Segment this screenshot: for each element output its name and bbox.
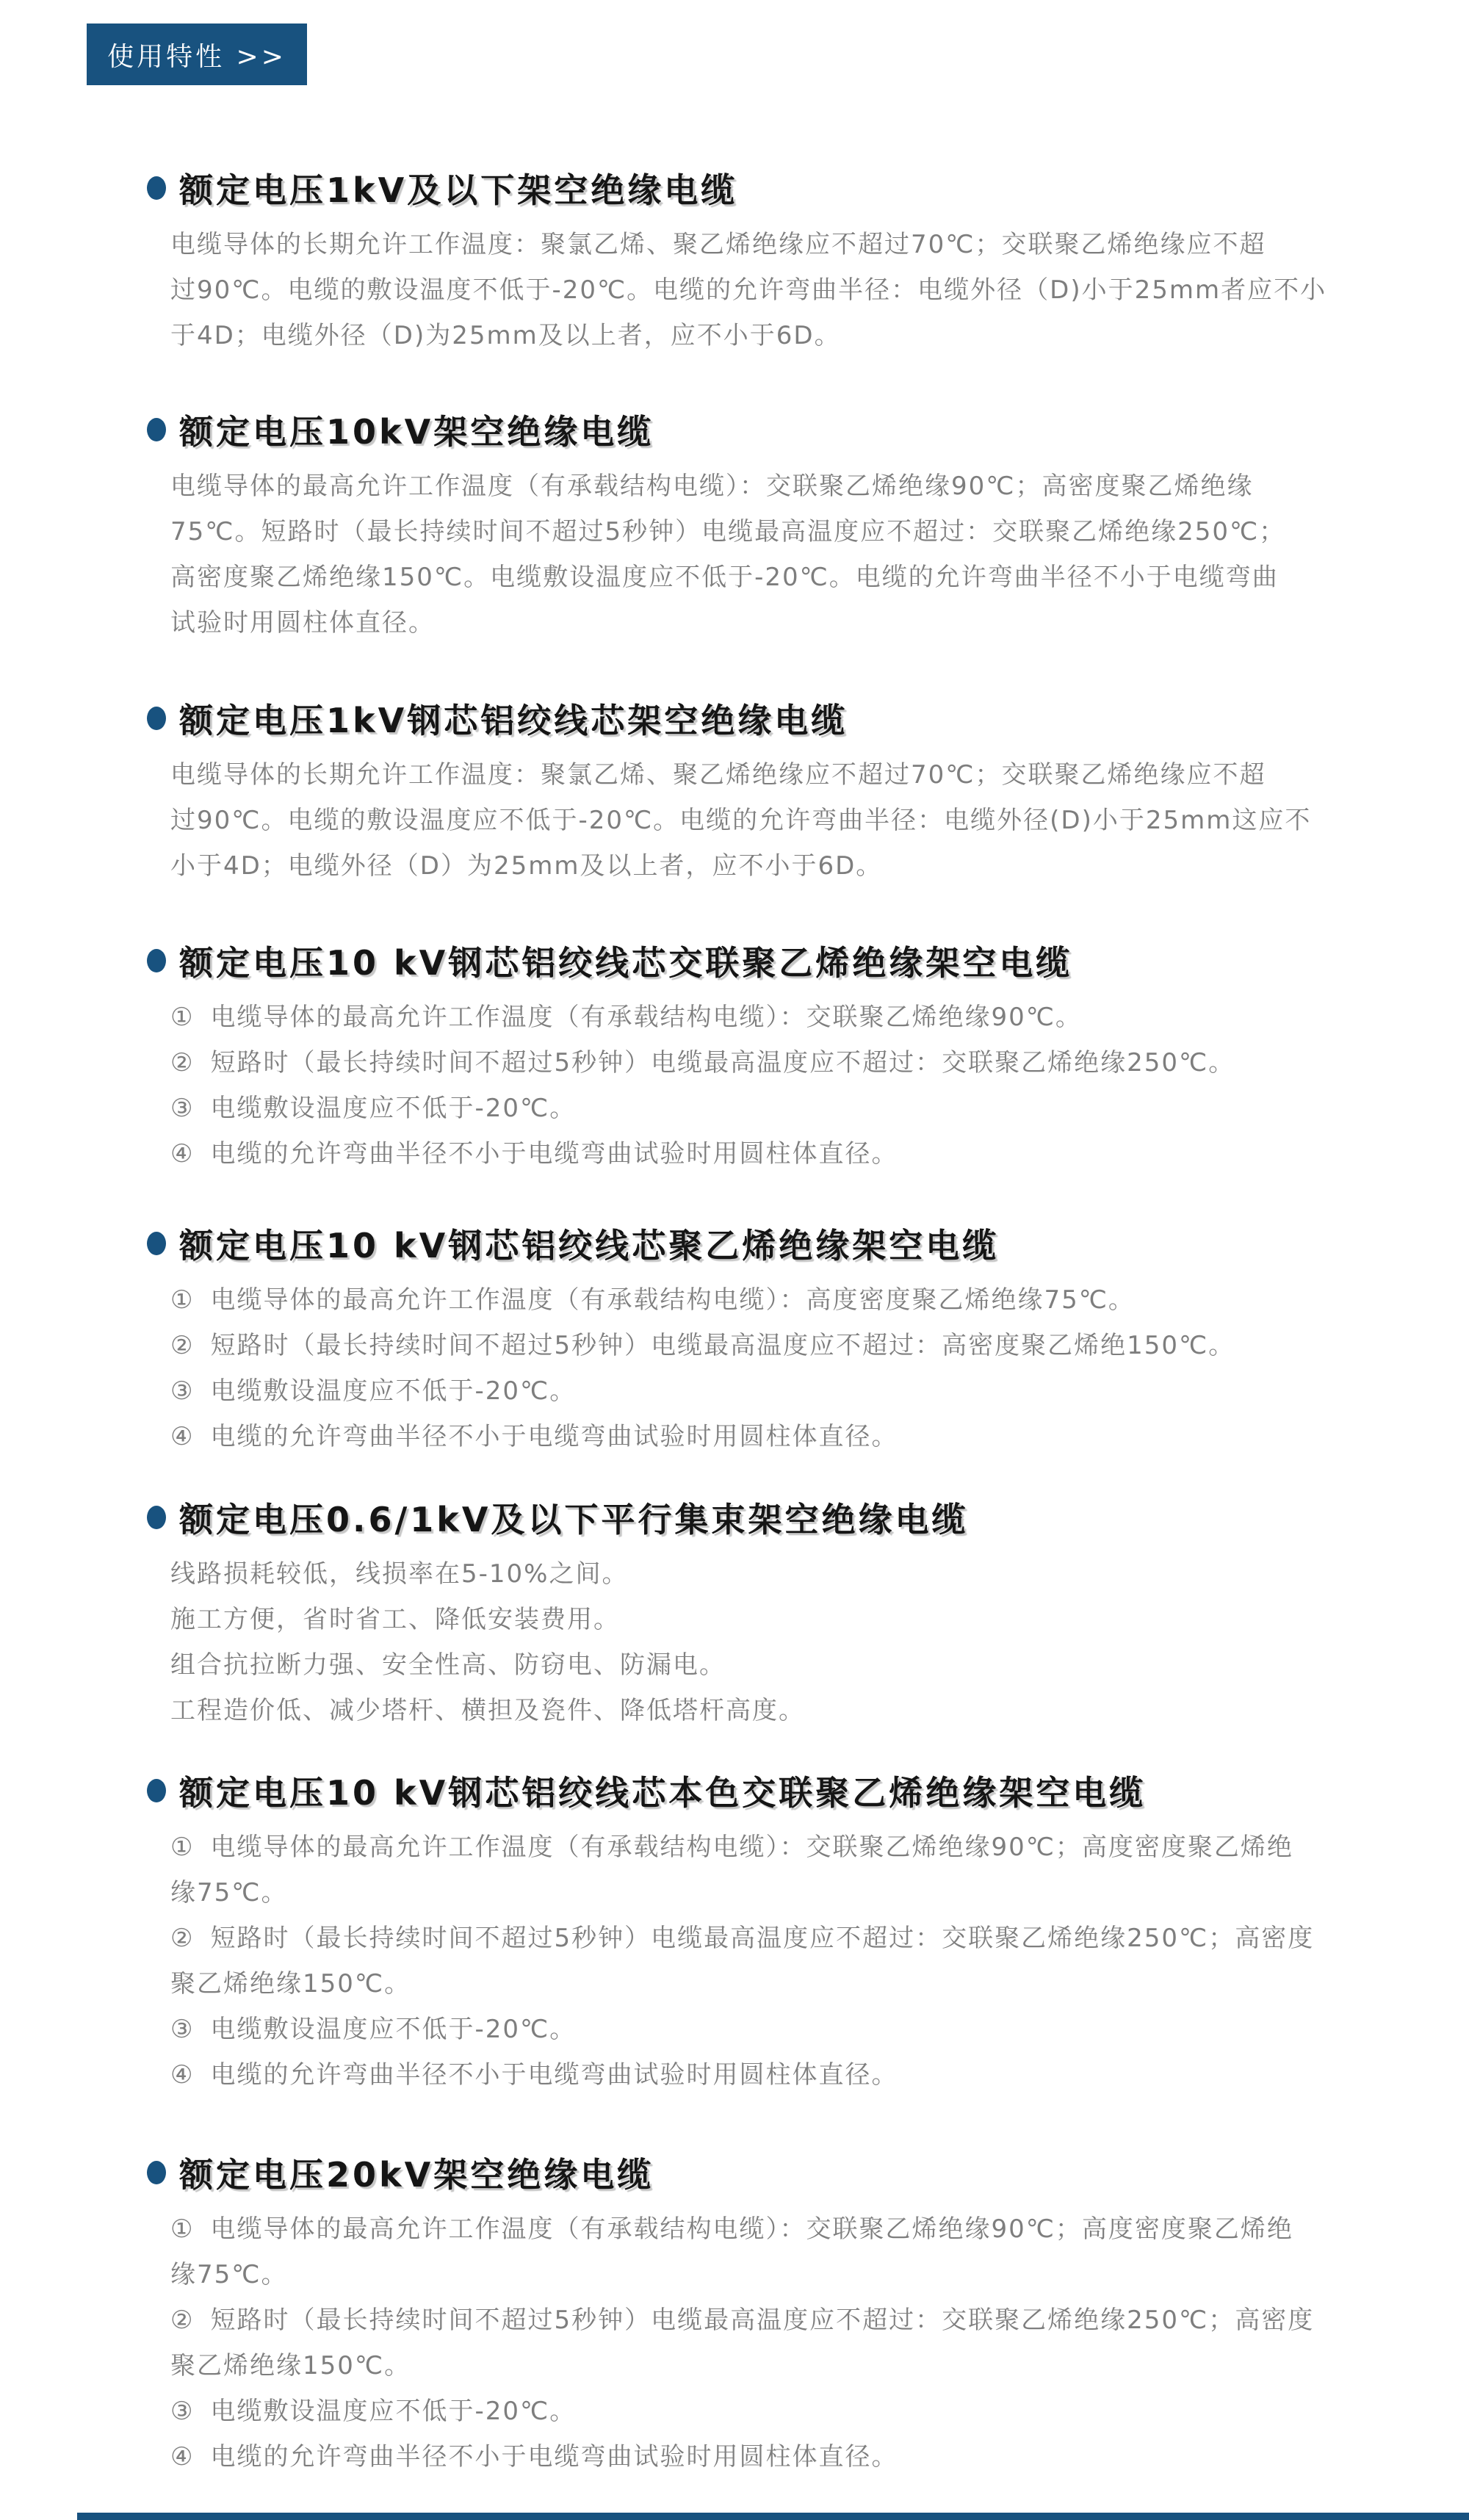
section-heading-row [147, 1770, 1344, 1811]
section-title: 额定电压0.6/1kV及以下平行集束架空绝缘电缆 [179, 1500, 969, 1539]
item-line [170, 2297, 1344, 2343]
item-number-icon: ② [170, 2306, 195, 2335]
section-heading-row [147, 698, 1344, 739]
list-item [170, 1131, 1344, 1177]
list-item [170, 1040, 1344, 1086]
item-continuation-line: 聚乙烯绝缘150℃。 [170, 1969, 411, 1999]
section-6 [147, 1497, 1344, 1733]
item-line [170, 2206, 1344, 2252]
section-title: 额定电压10kV架空绝缘电缆 [179, 412, 654, 452]
section-title: 额定电压20kV架空绝缘电缆 [179, 2155, 654, 2195]
item-text: 电缆导体的最高允许工作温度（有承载结构电缆）：交联聚乙烯绝缘90℃；高度密度聚乙烯绝 [210, 1833, 1293, 1862]
section-body [170, 1551, 1344, 1733]
item-number-icon: ② [170, 1331, 195, 1360]
item-text: 短路时（最长持续时间不超过5秒钟）电缆最高温度应不超过：高密度聚乙烯绝150℃。 [210, 1331, 1235, 1360]
item-number-icon: ② [170, 1924, 195, 1953]
item-text: 电缆的允许弯曲半径不小于电缆弯曲试验时用圆柱体直径。 [210, 2060, 898, 2090]
list-item [170, 2389, 1344, 2434]
section-heading-row [147, 1497, 1344, 1538]
item-number-icon: ③ [170, 2397, 195, 2426]
section-heading-row [147, 940, 1344, 981]
item-text: 电缆的允许弯曲半径不小于电缆弯曲试验时用圆柱体直径。 [210, 1139, 898, 1169]
list-item [170, 2206, 1344, 2297]
item-line [170, 2434, 1344, 2480]
bullet-icon [147, 1779, 166, 1802]
item-line [170, 994, 1344, 1040]
item-continuation-line: 缘75℃。 [170, 1878, 288, 1907]
section-5 [147, 1223, 1344, 1459]
list-item [170, 1368, 1344, 1414]
badge-label: 使用特性 >> [107, 41, 286, 72]
body-line: 试验时用圆柱体直径。 [170, 608, 435, 638]
bullet-icon [147, 1506, 166, 1529]
body-line: 施工方便，省时省工、降低安装费用。 [170, 1605, 620, 1634]
list-item [170, 1277, 1344, 1323]
item-text: 短路时（最长持续时间不超过5秒钟）电缆最高温度应不超过：交联聚乙烯绝缘250℃；高密度 [210, 1924, 1315, 1953]
item-number-icon: ③ [170, 2015, 195, 2044]
body-line: 工程造价低、减少塔杆、横担及瓷件、降低塔杆高度。 [170, 1696, 805, 1725]
body-line: 线路损耗较低，线损率在5-10%之间。 [170, 1559, 629, 1589]
item-text: 电缆的允许弯曲半径不小于电缆弯曲试验时用圆柱体直径。 [210, 2442, 898, 2472]
section-title: 额定电压10 kV钢芯铝绞线芯本色交联聚乙烯绝缘架空电缆 [179, 1773, 1147, 1813]
section-title: 额定电压1kV及以下架空绝缘电缆 [179, 170, 738, 210]
item-number-icon: ① [170, 1833, 195, 1862]
item-text: 电缆导体的最高允许工作温度（有承载结构电缆）：交联聚乙烯绝缘90℃。 [210, 1003, 1082, 1032]
body-line: 小于4D；电缆外径（D）为25mm及以上者，应不小于6D。 [170, 851, 883, 881]
item-text: 电缆敷设温度应不低于-20℃。 [210, 1094, 577, 1123]
list-item [170, 2434, 1344, 2480]
bullet-icon [147, 707, 166, 730]
item-line [170, 2007, 1344, 2052]
item-number-icon: ① [170, 2214, 195, 2244]
item-continuation-line: 缘75℃。 [170, 2260, 288, 2289]
item-line [170, 1086, 1344, 1131]
section-title: 额定电压10 kV钢芯铝绞线芯交联聚乙烯绝缘架空电缆 [179, 943, 1073, 983]
body-line: 电缆导体的长期允许工作温度：聚氯乙烯、聚乙烯绝缘应不超过70℃；交联聚乙烯绝缘应不超 [170, 230, 1266, 259]
item-number-icon: ① [170, 1285, 195, 1315]
section-title: 额定电压1kV钢芯铝绞线芯架空绝缘电缆 [179, 701, 848, 740]
list-item [170, 1916, 1344, 2007]
body-line: 75℃。短路时（最长持续时间不超过5秒钟）电缆最高温度应不超过：交联聚乙烯绝缘250℃； [170, 517, 1286, 546]
section-body [170, 2206, 1344, 2480]
item-text: 电缆的允许弯曲半径不小于电缆弯曲试验时用圆柱体直径。 [210, 1422, 898, 1451]
section-2 [147, 409, 1344, 646]
item-line [170, 2389, 1344, 2434]
section-body [170, 222, 1344, 358]
section-body [170, 752, 1344, 889]
section-body [170, 994, 1344, 1177]
item-line [170, 1368, 1344, 1414]
item-text: 短路时（最长持续时间不超过5秒钟）电缆最高温度应不超过：交联聚乙烯绝缘250℃；高密度 [210, 2306, 1315, 2335]
item-number-icon: ④ [170, 1422, 195, 1451]
body-line: 组合抗拉断力强、安全性高、防窃电、防漏电。 [170, 1650, 726, 1680]
item-number-icon: ③ [170, 1376, 195, 1406]
item-text: 电缆导体的最高允许工作温度（有承载结构电缆）：高度密度聚乙烯绝缘75℃。 [210, 1285, 1135, 1315]
item-line [170, 1916, 1344, 1961]
bullet-icon [147, 1232, 166, 1255]
section-heading-row [147, 2152, 1344, 2193]
bullet-icon [147, 176, 166, 200]
body-line: 电缆导体的长期允许工作温度：聚氯乙烯、聚乙烯绝缘应不超过70℃；交联聚乙烯绝缘应不超 [170, 760, 1266, 790]
item-text: 电缆敷设温度应不低于-20℃。 [210, 1376, 577, 1406]
body-line: 电缆导体的最高允许工作温度（有承载结构电缆）：交联聚乙烯绝缘90℃；高密度聚乙烯绝缘 [170, 472, 1254, 501]
section-heading-row [147, 409, 1344, 450]
item-line [170, 1131, 1344, 1177]
section-body [170, 463, 1344, 646]
body-line: 高密度聚乙烯绝缘150℃。电缆敷设温度应不低于-20℃。电缆的允许弯曲半径不小于电缆弯曲 [170, 563, 1279, 592]
section-heading-row [147, 1223, 1344, 1264]
section-7 [147, 1770, 1344, 2098]
body-line: 过90℃。电缆的敷设温度应不低于-20℃。电缆的允许弯曲半径：电缆外径(D)小于25mm这应不 [170, 806, 1312, 835]
list-item [170, 1414, 1344, 1459]
item-line [170, 2052, 1344, 2098]
item-number-icon: ① [170, 1003, 195, 1032]
item-continuation-line: 聚乙烯绝缘150℃。 [170, 2351, 411, 2380]
bottom-divider-bar [77, 2513, 1469, 2520]
section-4 [147, 940, 1344, 1177]
item-line [170, 1824, 1344, 1870]
section-title: 额定电压10 kV钢芯铝绞线芯聚乙烯绝缘架空电缆 [179, 1226, 1000, 1266]
list-item [170, 1086, 1344, 1131]
item-line [170, 1040, 1344, 1086]
item-number-icon: ④ [170, 2060, 195, 2090]
item-text: 短路时（最长持续时间不超过5秒钟）电缆最高温度应不超过：交联聚乙烯绝缘250℃。 [210, 1048, 1235, 1077]
item-line [170, 1277, 1344, 1323]
list-item [170, 994, 1344, 1040]
list-item [170, 2007, 1344, 2052]
item-number-icon: ③ [170, 1094, 195, 1123]
item-text: 电缆敷设温度应不低于-20℃。 [210, 2397, 577, 2426]
section-body [170, 1824, 1344, 2098]
item-number-icon: ④ [170, 1139, 195, 1169]
section-header-badge [87, 24, 307, 85]
item-text: 电缆敷设温度应不低于-20℃。 [210, 2015, 577, 2044]
list-item [170, 2297, 1344, 2389]
item-line [170, 1323, 1344, 1368]
body-line: 过90℃。电缆的敷设温度不低于-20℃。电缆的允许弯曲半径：电缆外径（D)小于25mm者应不小 [170, 275, 1327, 305]
list-item [170, 1824, 1344, 1916]
bullet-icon [147, 2161, 166, 2184]
body-line: 于4D；电缆外径（D)为25mm及以上者，应不小于6D。 [170, 321, 841, 350]
list-item [170, 1323, 1344, 1368]
item-line [170, 1414, 1344, 1459]
item-number-icon: ④ [170, 2442, 195, 2472]
item-text: 电缆导体的最高允许工作温度（有承载结构电缆）：交联聚乙烯绝缘90℃；高度密度聚乙烯绝 [210, 2214, 1293, 2244]
section-body [170, 1277, 1344, 1459]
section-1 [147, 167, 1344, 358]
bullet-icon [147, 418, 166, 441]
item-number-icon: ② [170, 1048, 195, 1077]
section-heading-row [147, 167, 1344, 209]
list-item [170, 2052, 1344, 2098]
bullet-icon [147, 949, 166, 972]
section-8 [147, 2152, 1344, 2480]
section-3 [147, 698, 1344, 889]
